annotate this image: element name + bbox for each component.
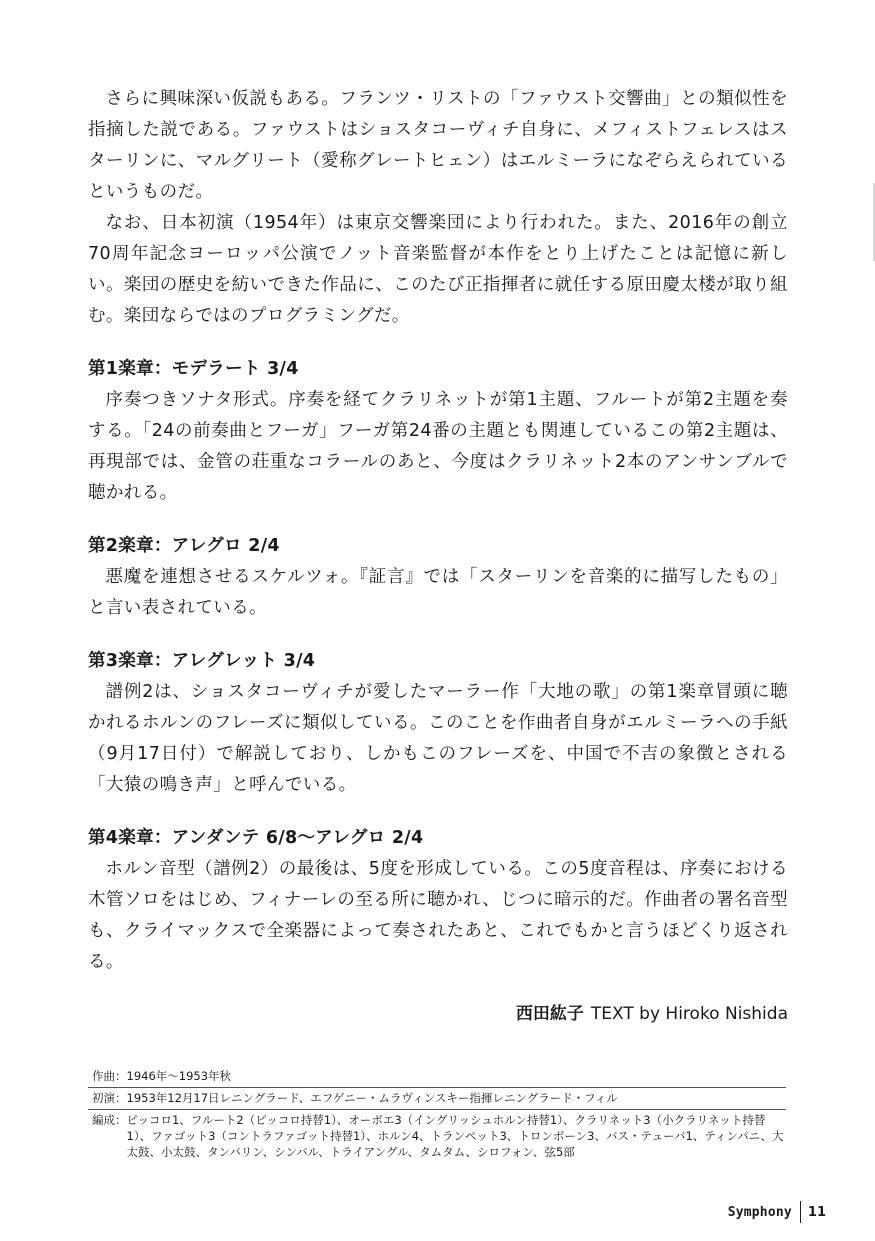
page-footer	[728, 1200, 826, 1224]
credit-instrumentation	[88, 1109, 786, 1163]
article-body	[88, 84, 788, 1028]
movement-3-heading: 第3楽章：アレグレット 3/4	[88, 651, 316, 671]
work-credits	[88, 1066, 786, 1163]
movement-4-heading: 第4楽章：アンダンテ 6/8〜アレグロ 2/4	[88, 828, 424, 848]
credit-label: 初演：	[92, 1091, 127, 1105]
movement-1-text: 序奏つきソナタ形式。序奏を経てクラリネットが第1主題、フルートが第2主題を奏する。「24の前奏曲とフーガ」フーガ第24番の主題とも関連しているこの第2主題は、再現部では、金管の荘重なコラールのあと、今度はクラリネット2本のアンサンブルで聴かれる。	[88, 390, 788, 503]
page-number: 11	[807, 1204, 826, 1220]
movement-2-text: 悪魔を連想させるスケルツォ。『証言』では「スターリンを音楽的に描写したもの」と言い表されている。	[88, 567, 788, 618]
intro-paragraph: さらに興味深い仮説もある。フランツ・リストの「ファウスト交響曲」との類似性を指摘した説である。ファウストはショスタコーヴィチ自身に、メフィストフェレスはスターリンに、マルグリート（愛称グレートヒェン）はエルミーラになぞらえられているというものだ。	[88, 89, 788, 202]
footer-divider	[800, 1201, 801, 1223]
movement-2-heading: 第2楽章：アレグロ 2/4	[88, 536, 280, 556]
credit-premiere	[88, 1087, 786, 1109]
movement-4-text: ホルン音型（譜例2）の最後は、5度を形成している。この5度音程は、序奏における木管ソロをはじめ、フィナーレの至る所に聴かれ、じつに暗示的だ。作曲者の署名音型も、クライマックスで全楽器によって奏されたあと、これでもかと言うほどくり返される。	[88, 859, 788, 972]
credit-composition	[88, 1066, 786, 1087]
movement-1-heading: 第1楽章：モデラート 3/4	[88, 359, 299, 379]
author-name: 西田紘子	[515, 1004, 584, 1024]
credit-text: 1946年〜1953年秋	[126, 1069, 232, 1083]
author-credit: TEXT by Hiroko Nishida	[590, 1004, 788, 1024]
author-byline	[88, 1000, 788, 1028]
credit-text: 1953年12月17日レニングラード、エフゲニー・ムラヴィンスキー指揮レニングラード・フィル	[126, 1091, 618, 1105]
credit-text: ピッコロ1、フルート2（ピッコロ持替1）、オーボエ3（イングリッシュホルン持替1）、クラリネット3（小クラリネット持替1）、ファゴット3（コントラファゴット持替1）、ホルン4、トランペット3、トロンボーン3、バス・テューバ1、ティンパニ、大太鼓、小太鼓、タンバリン、シンバル、トライアングル、タムタム、シロフォン、弦5部	[126, 1113, 784, 1159]
credit-label: 編成：	[92, 1113, 127, 1127]
intro-paragraph: なお、日本初演（1954年）は東京交響楽団により行われた。また、2016年の創立70周年記念ヨーロッパ公演でノット音楽監督が本作をとり上げたことは記憶に新しい。楽団の歴史を紡いできた作品に、このたび正指揮者に就任する原田慶太楼が取り組む。楽団ならではのプログラミングだ。	[88, 213, 788, 326]
magazine-name: Symphony	[727, 1204, 792, 1220]
movement-3-text: 譜例2は、ショスタコーヴィチが愛したマーラー作「大地の歌」の第1楽章冒頭に聴かれるホルンのフレーズに類似している。このことを作曲者自身がエルミーラへの手紙（9月17日付）で解説しており、しかもこのフレーズを、中国で不吉の象徴とされる「大猿の鳴き声」と呼んでいる。	[88, 682, 788, 795]
credit-label: 作曲：	[92, 1069, 127, 1083]
